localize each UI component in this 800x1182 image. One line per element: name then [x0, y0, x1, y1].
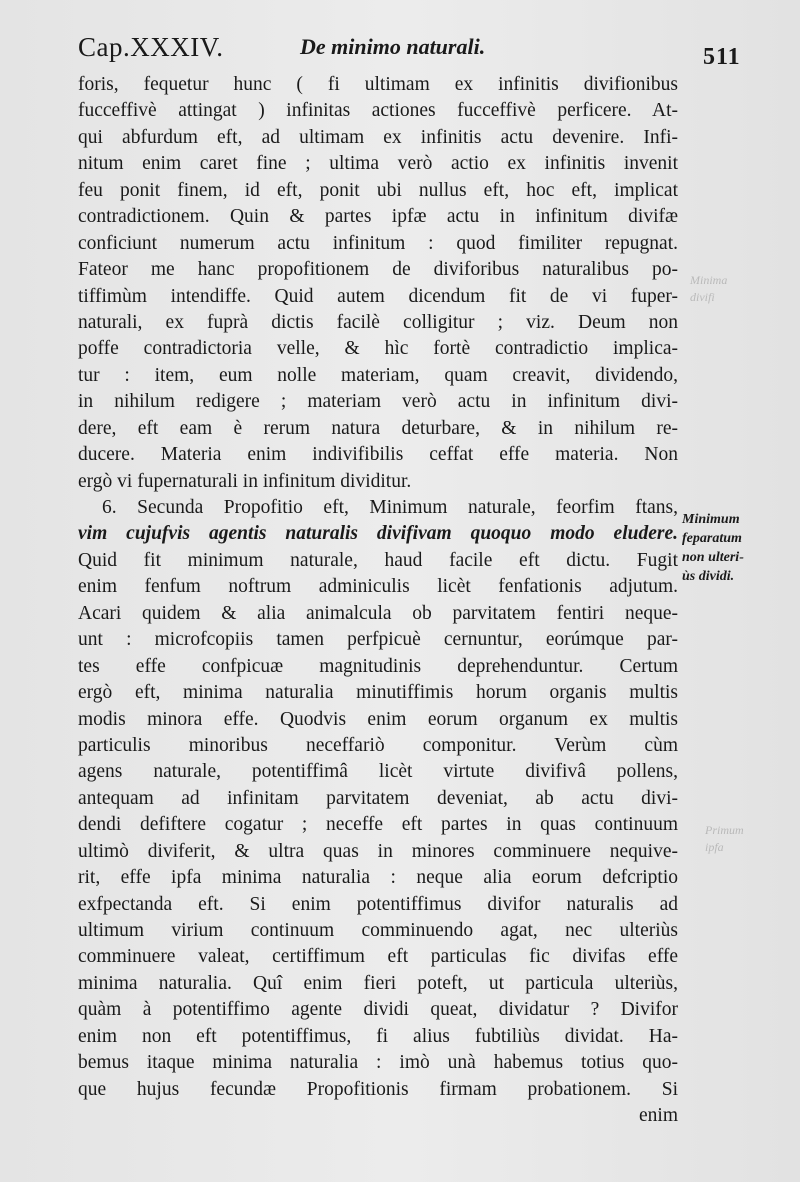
text-line: contradictionem. Quin & partes ipfæ actu in infinitum divifæ [78, 206, 678, 228]
bleed-through-text: Primum ipfa [705, 823, 744, 854]
text-line: ducere. Materia enim indivifibilis ceffat effe materia. Non [78, 444, 678, 466]
text-line: in nihilum redigere ; materiam verò actu in infinitum divi- [78, 391, 678, 413]
text-line: agens naturale, potentiffimâ licèt virtute divifivâ pollens, [78, 761, 678, 783]
text-line: foris, fequetur hunc ( fi ultimam ex infinitis divifionibus [78, 74, 678, 95]
text-line: nitum enim caret fine ; ultima verò actio ex infinitis invenit [78, 153, 678, 175]
text-line: dendi defiftere cogatur ; neceffe eft partes in quas continuum [78, 814, 678, 836]
text-line: 6. Secunda Propofitio eft, Minimum naturale, feorfim ftans, [102, 497, 678, 518]
text-line: antequam ad infinitam parvitatem deveniat, ab actu divi- [78, 787, 678, 809]
text-line: tes effe confpicuæ magnitudinis deprehenduntur. Certum [78, 655, 678, 677]
text-line: bemus itaque minima naturalia : imò unà habemus totius quo- [78, 1052, 678, 1074]
text-line: unt : microfcopiis tamen perfpicuè cernuntur, eorúmque par- [78, 629, 678, 651]
text-line: rit, effe ipfa minima naturalia : neque alia eorum defcriptio [78, 867, 678, 889]
text-line: tiffimùm intendiffe. Quid autem dicendum fit de vi fuper- [78, 285, 678, 307]
text-line: enim fenfum noftrum adminiculis licèt fenfationis adjutum. [78, 576, 678, 598]
margin-note-line: Minimum [682, 512, 740, 527]
text-line: que hujus fecundæ Propofitionis firmam probationem. Si [78, 1078, 678, 1100]
chapter-heading: Cap.XXXIV. [78, 32, 224, 62]
text-line: particulis minoribus neceffariò componitur. Verùm cùm [78, 734, 678, 756]
margin-note [682, 510, 794, 586]
body-text [78, 72, 678, 1130]
text-line: modis minora effe. Quodvis enim eorum organum ex multis [78, 708, 678, 730]
text-line: poffe contradictoria velle, & hìc fortè contradictio implica- [78, 338, 678, 360]
text-line: minima naturalia. Quî enim fieri poteft, ut particula ulteriùs, [78, 972, 678, 994]
text-line: enim non eft potentiffimus, fi alius fubtiliùs dividat. Ha- [78, 1025, 678, 1047]
text-line: vim cujufvis agentis naturalis divifivam quoquo modo eludere. [78, 523, 678, 545]
margin-note-line: ùs dividi. [682, 569, 735, 584]
text-line: naturali, ex fuprà dictis facilè colligitur ; viz. Deum non [78, 311, 678, 333]
text-line: qui abfurdum eft, ad ultimam ex infinitis actu devenire. Infi- [78, 126, 678, 148]
text-line: conficiunt numerum actu infinitum : quod fimiliter repugnat. [78, 232, 678, 254]
running-title: De minimo naturali. [300, 34, 486, 59]
running-header [78, 18, 780, 68]
text-line: quàm à potentiffimo agente dividi queat, dividatur ? Divifor [78, 999, 678, 1021]
text-line: Quid fit minimum naturale, haud facile eft dictu. Fugit [78, 549, 678, 571]
text-line: exfpectanda eft. Si enim potentiffimus divifor naturalis ad [78, 893, 678, 915]
text-line: Acari quidem & alia animalcula ob parvitatem fentiri neque- [78, 602, 678, 624]
text-line: tur : item, eum nolle materiam, quam creavit, dividendo, [78, 364, 678, 386]
text-line: dere, eft eam è rerum natura deturbare, & in nihilum re- [78, 417, 678, 439]
text-line: ultimò diviferit, & ultra quas in minores comminuere nequive- [78, 840, 678, 862]
text-line: enim [639, 1105, 678, 1127]
text-line: fucceffivè attingat ) infinitas actiones fucceffivè perficere. At- [78, 100, 678, 122]
bleed-through-text: Minima divifi [690, 273, 728, 304]
margin-note-line: non ulteri- [682, 550, 744, 565]
text-line: feu ponit finem, id eft, ponit ubi nullus eft, hoc eft, implicat [78, 179, 678, 201]
text-line: ergò eft, minima naturalia minutiffimis horum organis multis [78, 682, 678, 704]
text-line: ergò vi fupernaturali in infinitum dividitur. [78, 470, 412, 492]
margin-note-line: feparatum [682, 531, 742, 546]
page-number: 511 [703, 44, 741, 70]
text-line: Fateor me hanc propofitionem de diviforibus naturalibus po- [78, 259, 678, 281]
text-line: ultimum virium continuum comminuendo agat, nec ulteriùs [78, 920, 678, 941]
text-line: comminuere valeat, certiffimum eft particulas fic divifas effe [78, 946, 678, 968]
